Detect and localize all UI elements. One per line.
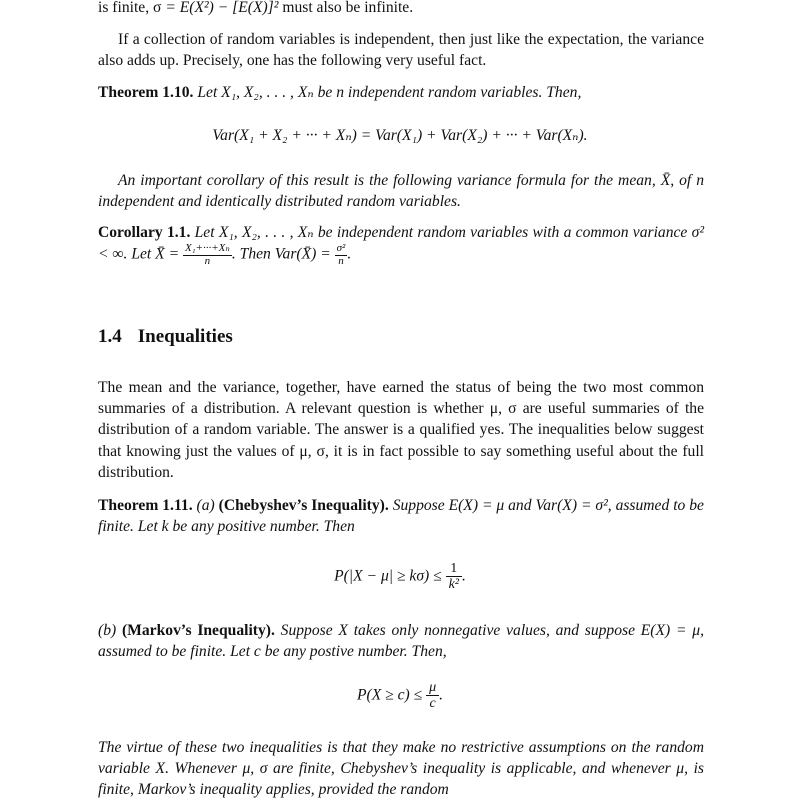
fraction-chebyshev: $\frac{1}{\text{k²}}$ — [446, 561, 462, 593]
paragraph-independence: If a collection of random variables is independent, then just like the expectation, the variance also adds up. Precisely, one has the following very useful fact. — [98, 31, 704, 70]
section-heading: 1.4 Inequalities — [98, 326, 233, 347]
equation-variance-sum: Var(X₁ + X₂ + ··· + Xₙ) = Var(X₁) + Var(X₂) + ··· + Var(Xₙ). — [212, 127, 588, 144]
equation-markov: P(X ≥ c) ≤ $\frac{\mu}{c}$ . — [356, 680, 443, 712]
theorem-1-11-part-b: (b) (Markov’s Inequality). Suppose X takes only nonnegative values, and suppose E(X) = μ, assumed to be finite. Let c be any postive number. Then, — [98, 622, 705, 661]
fraction-markov: $\frac{\mu}{c}$ — [426, 680, 439, 712]
paragraph-inequalities: The mean and the variance, together, have earned the status of being the two most common summaries of a distribution. A relevant question is whether μ, σ are useful summaries of the distribution of a random variable. The answer is a qualified yes. The inequalities below suggest that knowing just the values of μ, σ, it is in fact possible to say something useful about the full distribution. — [98, 379, 704, 481]
theorem-1-10: Theorem 1.10. Let X₁, X₂, . . . , Xₙ be n independent random variables. Then, — [98, 84, 582, 101]
equation-chebyshev: P(|X − μ| ≥ kσ) ≤ $\frac{1}{\text{k²}}$ . — [334, 561, 466, 593]
paragraph-virtue: The virtue of these two inequalities is that they make no restrictive assumptions on the random variable X. Whenever μ, σ are finite, Chebyshev’s inequality is applicable, and whenever μ, is finite, Markov’s inequality applies, provided the random — [98, 739, 704, 799]
corollary-intro: An important corollary of this result is the following variance formula for the mean, X̄, of n independent and identically distributed random variables. — [98, 172, 704, 211]
top-line: is finite, σ = E(X²) − [E(X)]² must also be infinite. — [98, 0, 414, 16]
corollary-1-1: Corollary 1.1. Let X₁, X₂, . . . , Xₙ be independent random variables with a common variance σ² < ∞. Let X̄ = $\frac{\text{X₁+···+Xₙ}}{n}$ . Then Var(X̄) = $\frac{\text{σ²}}{n}$ . — [98, 224, 704, 267]
theorem-1-11-part-a: Theorem 1.11. (a) (Chebyshev’s Inequality). Suppose E(X) = μ and Var(X) = σ², assumed to be finite. Let k be any positive number. Then — [98, 497, 704, 536]
fraction-variance: $\frac{\text{σ²}}{n}$ — [336, 242, 346, 267]
fraction-mean: $\frac{\text{X₁+···+Xₙ}}{n}$ — [185, 242, 230, 267]
